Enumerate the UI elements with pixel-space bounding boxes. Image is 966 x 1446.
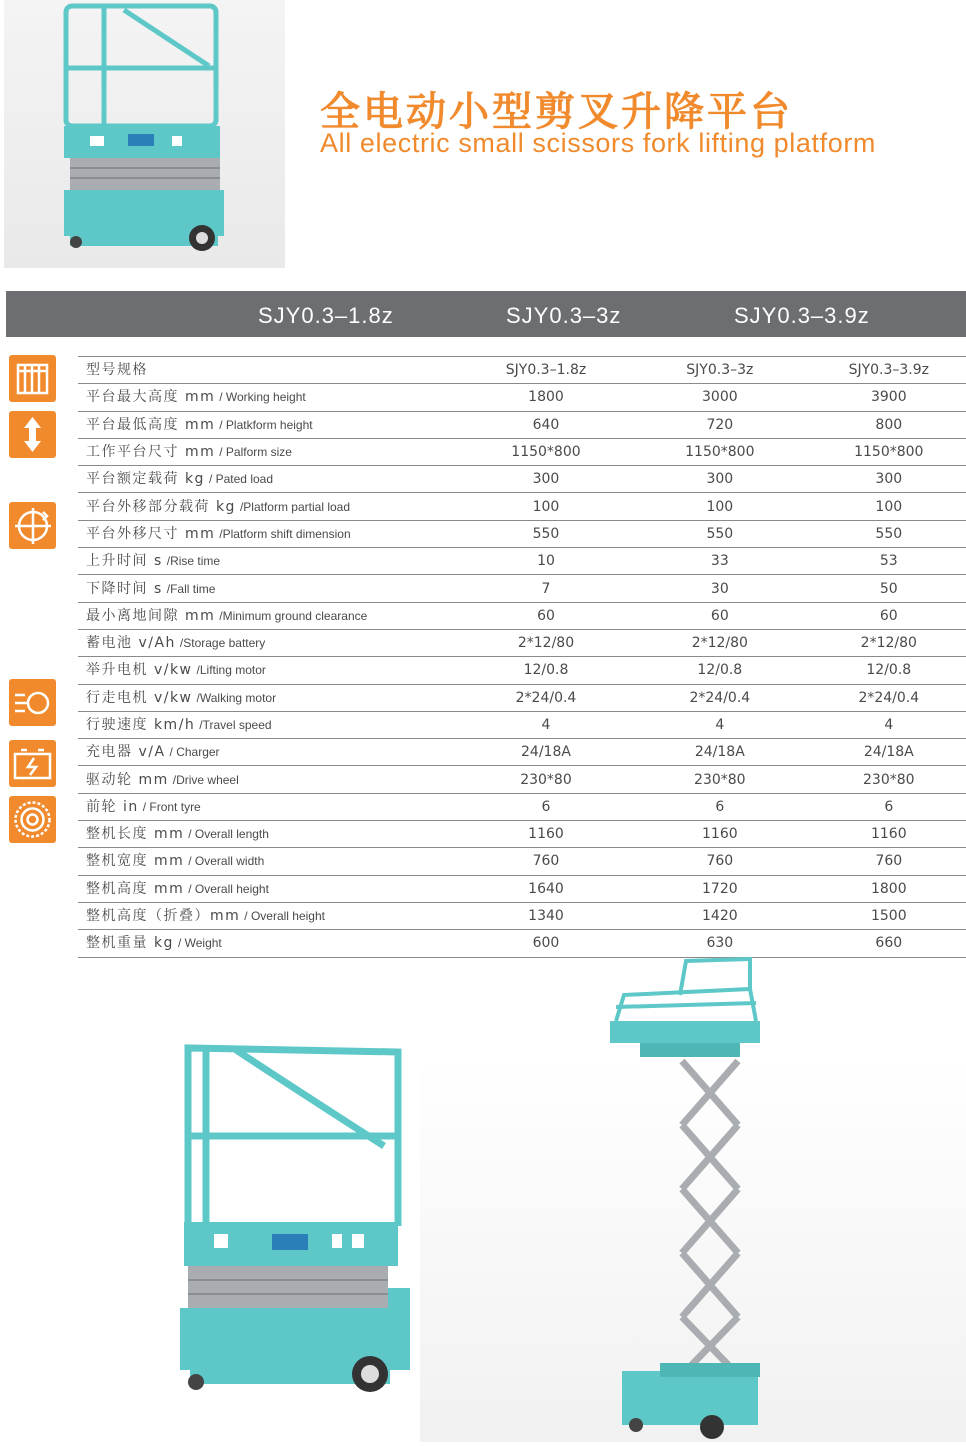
spec-value: 60	[464, 602, 628, 629]
spec-value: 100	[628, 493, 812, 520]
spec-value: 3000	[628, 384, 812, 411]
spec-label-cn: 举升电机 v/kw	[86, 662, 193, 679]
spec-label-en: / Palform size	[219, 445, 292, 460]
spec-label-cn: 型号规格	[86, 362, 148, 379]
spec-label-en: /Drive wheel	[172, 772, 239, 787]
spec-value: 3900	[812, 384, 966, 411]
spec-label	[78, 602, 464, 629]
spec-row	[78, 657, 966, 684]
spec-label-cn: 平台额定载荷 kg	[86, 471, 205, 488]
spec-value: 600	[464, 930, 628, 957]
spec-label-en: /Rise time	[166, 554, 221, 569]
spec-row	[78, 739, 966, 766]
spec-row	[78, 793, 966, 820]
model-header-2: SJY0.3–3z	[506, 303, 622, 328]
spec-row	[78, 384, 966, 411]
spec-value: 12/0.8	[464, 657, 628, 684]
spec-value: 12/0.8	[628, 657, 812, 684]
spec-value: 100	[812, 493, 966, 520]
spec-label-en: / Overall height	[188, 881, 269, 896]
spec-value: SJY0.3–1.8z	[464, 357, 628, 384]
spec-value: 760	[628, 848, 812, 875]
model-header-1: SJY0.3–1.8z	[258, 303, 394, 328]
spec-label	[78, 384, 464, 411]
spec-value: 10	[464, 548, 628, 575]
spec-label-en: / Overall length	[188, 827, 269, 842]
spec-row	[78, 766, 966, 793]
spec-value: 760	[464, 848, 628, 875]
spec-value: 60	[812, 602, 966, 629]
spec-value: 1150*800	[628, 438, 812, 465]
spec-label-cn: 前轮 in	[86, 798, 139, 815]
spec-label	[78, 930, 464, 957]
spec-value: 230*80	[812, 766, 966, 793]
spec-value: 12/0.8	[812, 657, 966, 684]
spec-label	[78, 357, 464, 384]
spec-label-en: /Travel speed	[199, 718, 272, 732]
spec-value: 1150*800	[812, 438, 966, 465]
spec-label-en: / Overall height	[244, 909, 325, 924]
spec-row	[78, 711, 966, 738]
spec-label-cn: 平台外移部分载荷 kg	[86, 498, 236, 515]
spec-row	[78, 493, 966, 520]
spec-value: 2*24/0.4	[464, 684, 628, 711]
spec-label-en: /Platform shift dimension	[219, 526, 351, 541]
spec-value: 1640	[464, 875, 628, 902]
spec-value: 33	[628, 548, 812, 575]
spec-value: 100	[464, 493, 628, 520]
spec-label-cn: 下降时间 s	[86, 580, 163, 597]
product-photo-top	[4, 0, 285, 268]
spec-value: 230*80	[464, 766, 628, 793]
spec-value: 800	[812, 411, 966, 438]
spec-label-cn: 整机宽度 mm	[86, 853, 185, 870]
spec-value: SJY0.3–3z	[628, 357, 812, 384]
shift-icon	[9, 502, 56, 549]
spec-row	[78, 684, 966, 711]
spec-value: 2*12/80	[628, 629, 812, 656]
title-chinese: 全电动小型剪叉升降平台	[320, 89, 793, 135]
spec-label-en: /Storage battery	[179, 636, 266, 651]
spec-value: 7	[464, 575, 628, 602]
battery-icon	[9, 740, 56, 787]
spec-label	[78, 657, 464, 684]
spec-value: 2*24/0.4	[812, 684, 966, 711]
spec-value: 6	[812, 793, 966, 820]
spec-value: 1150*800	[464, 438, 628, 465]
spec-label-en: / Charger	[169, 745, 220, 760]
model-header-3: SJY0.3–3.9z	[734, 303, 870, 328]
spec-value: 630	[628, 930, 812, 957]
spec-row	[78, 548, 966, 575]
spec-label-en: /Minimum ground clearance	[219, 608, 368, 623]
spec-value: 1160	[464, 821, 628, 848]
spec-value: 6	[628, 793, 812, 820]
spec-row	[78, 438, 966, 465]
spec-row	[78, 602, 966, 629]
spec-value: 1500	[812, 902, 966, 929]
spec-label	[78, 575, 464, 602]
spec-value: 24/18A	[464, 739, 628, 766]
railing-icon	[9, 355, 56, 402]
spec-value: 300	[464, 466, 628, 493]
spec-label-cn: 充电器 v/A	[86, 744, 166, 761]
spec-value: 4	[628, 711, 812, 738]
spec-label-cn: 驱动轮 mm	[86, 771, 169, 788]
spec-value: 1800	[812, 875, 966, 902]
spec-value: 24/18A	[812, 739, 966, 766]
spec-label-en: / Pated load	[208, 472, 274, 487]
spec-label-en: /Lifting motor	[196, 663, 266, 678]
spec-label-en: /Platform partial load	[239, 499, 351, 514]
spec-value: 2*12/80	[464, 629, 628, 656]
spec-value: 50	[812, 575, 966, 602]
spec-label-cn: 平台外移尺寸 mm	[86, 525, 216, 542]
spec-value: 230*80	[628, 766, 812, 793]
spec-label-cn: 上升时间 s	[86, 553, 163, 570]
spec-label-en: / Weight	[177, 936, 222, 951]
spec-label	[78, 766, 464, 793]
spec-label	[78, 466, 464, 493]
spec-row	[78, 357, 966, 384]
spec-label-cn: 行走电机 v/kw	[86, 689, 193, 706]
spec-value: 660	[812, 930, 966, 957]
spec-value: 53	[812, 548, 966, 575]
spec-label-cn: 整机长度 mm	[86, 826, 185, 843]
spec-value: 550	[464, 520, 628, 547]
spec-label	[78, 411, 464, 438]
spec-row	[78, 821, 966, 848]
spec-value: 1160	[628, 821, 812, 848]
spec-label	[78, 520, 464, 547]
spec-value: 1160	[812, 821, 966, 848]
spec-value: 6	[464, 793, 628, 820]
spec-label-en: /Fall time	[166, 581, 216, 596]
spec-value: 24/18A	[628, 739, 812, 766]
spec-table	[78, 356, 966, 958]
spec-value: 2*12/80	[812, 629, 966, 656]
spec-label-cn: 平台最低高度 mm	[86, 416, 216, 433]
spec-value: 760	[812, 848, 966, 875]
spec-row	[78, 930, 966, 957]
spec-label	[78, 684, 464, 711]
spec-label-en: / Working height	[219, 390, 306, 405]
spec-label-en: / Overall width	[188, 854, 265, 869]
spec-label	[78, 548, 464, 575]
spec-value: 30	[628, 575, 812, 602]
spec-value: 300	[628, 466, 812, 493]
spec-value: 550	[628, 520, 812, 547]
product-photo-extended	[600, 955, 770, 1442]
spec-row	[78, 520, 966, 547]
spec-row	[78, 575, 966, 602]
spec-label-cn: 整机高度 mm	[86, 880, 185, 897]
spec-label-cn: 整机高度（折叠）mm	[86, 908, 241, 925]
spec-label	[78, 902, 464, 929]
spec-label	[78, 848, 464, 875]
spec-row	[78, 848, 966, 875]
model-header-bar	[6, 291, 966, 337]
spec-label	[78, 493, 464, 520]
spec-row	[78, 902, 966, 929]
spec-value: 4	[812, 711, 966, 738]
spec-label-cn: 蓄电池 v/Ah	[86, 635, 176, 652]
spec-label-cn: 整机重量 kg	[86, 935, 174, 952]
spec-value: 720	[628, 411, 812, 438]
spec-label-cn: 平台最大高度 mm	[86, 389, 216, 406]
spec-value: 640	[464, 411, 628, 438]
product-photo-folded	[176, 1036, 416, 1396]
spec-label	[78, 711, 464, 738]
wheel-icon	[9, 796, 56, 843]
spec-label-cn: 最小离地间隙 mm	[86, 607, 216, 624]
title-english: All electric small scissors fork lifting platform	[320, 128, 877, 158]
spec-value: 1420	[628, 902, 812, 929]
spec-label	[78, 739, 464, 766]
motor-icon	[9, 679, 56, 726]
spec-label-en: / Platkform height	[219, 417, 313, 432]
spec-value: 1800	[464, 384, 628, 411]
spec-value: SJY0.3–3.9z	[812, 357, 966, 384]
spec-value: 1340	[464, 902, 628, 929]
spec-value: 550	[812, 520, 966, 547]
spec-label-cn: 工作平台尺寸 mm	[86, 444, 216, 461]
spec-row	[78, 411, 966, 438]
spec-label-en: /Walking motor	[196, 690, 277, 705]
spec-value: 2*24/0.4	[628, 684, 812, 711]
spec-label-cn: 行驶速度 km/h	[86, 717, 196, 733]
spec-label	[78, 793, 464, 820]
spec-row	[78, 629, 966, 656]
spec-row	[78, 875, 966, 902]
spec-label-en: / Front tyre	[142, 799, 201, 814]
spec-label	[78, 875, 464, 902]
spec-label	[78, 629, 464, 656]
spec-value: 300	[812, 466, 966, 493]
vertical-arrows-icon	[9, 411, 56, 458]
spec-label	[78, 438, 464, 465]
spec-value: 1720	[628, 875, 812, 902]
spec-value: 4	[464, 711, 628, 738]
spec-row	[78, 466, 966, 493]
spec-value: 60	[628, 602, 812, 629]
spec-label	[78, 821, 464, 848]
